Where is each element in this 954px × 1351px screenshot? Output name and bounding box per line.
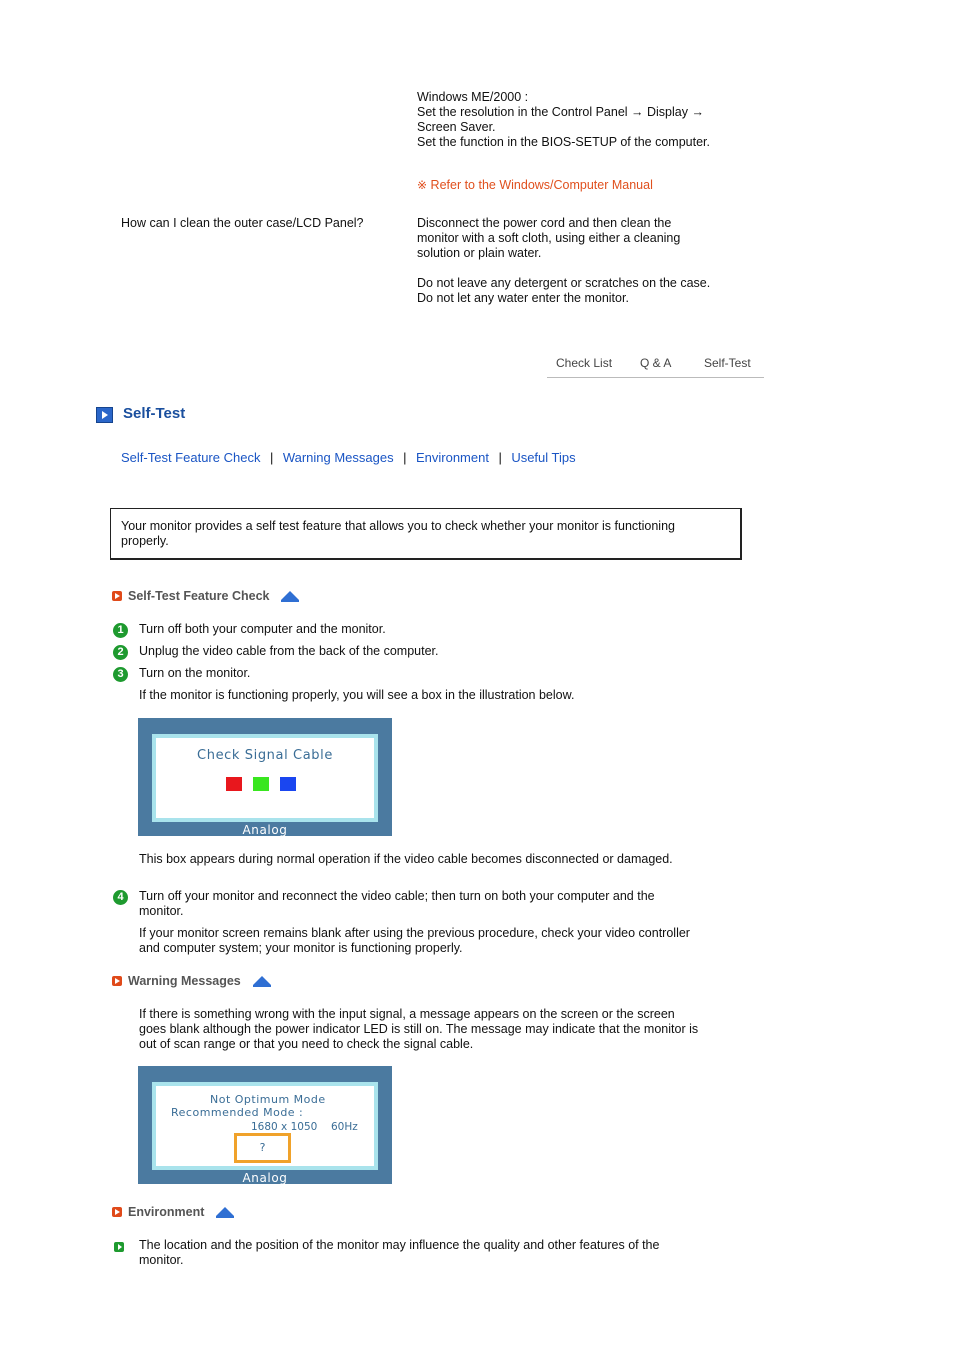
link-warning-messages[interactable]: Warning Messages (282, 450, 394, 465)
red-swatch (226, 777, 242, 791)
windows-answer (417, 90, 747, 150)
environment-line: The location and the position of the monitor may influence the quality and other features of the (139, 1238, 660, 1252)
answer-line: solution or plain water. (417, 246, 542, 260)
step-text-3: Turn on the monitor. (139, 666, 251, 680)
red-arrow-icon (112, 1207, 122, 1217)
step4-note-line: If your monitor screen remains blank after using the previous procedure, check your video controller (139, 926, 690, 940)
osd-footer: Analog (242, 823, 288, 837)
link-self-test-feature-check[interactable]: Self-Test Feature Check (121, 450, 261, 465)
blue-swatch (280, 777, 296, 791)
feature-check-heading: Self-Test Feature Check (128, 589, 270, 603)
faq-answer-clean (417, 216, 747, 306)
step4-line: monitor. (139, 904, 184, 918)
windows-line: Set the function in the BIOS-SETUP of the computer. (417, 135, 710, 149)
osd-resolution: 1680 x 1050 (251, 1121, 318, 1133)
green-swatch (253, 777, 269, 791)
environment-text (139, 1238, 659, 1268)
step4-note-line: and computer system; your monitor is functioning properly. (139, 941, 463, 955)
back-to-top-icon[interactable] (216, 1207, 234, 1216)
osd-screen (152, 734, 378, 822)
back-to-top-icon[interactable] (281, 591, 299, 600)
intro-line: properly. (121, 534, 169, 548)
tab-self-test[interactable]: Self-Test (704, 356, 751, 370)
step-text-1: Turn off both your computer and the monitor. (139, 622, 386, 636)
nav-tabs (547, 356, 764, 378)
warning-line: out of scan range or that you need to check the signal cable. (139, 1037, 474, 1051)
environment-heading: Environment (128, 1205, 205, 1219)
osd-title: Check Signal Cable (197, 748, 333, 763)
step-text-2: Unplug the video cable from the back of the computer. (139, 644, 439, 658)
intro-box (110, 508, 742, 560)
feature-check-heading-row (112, 589, 299, 603)
link-separator: | (403, 450, 407, 465)
step3-note: If the monitor is functioning properly, you will see a box in the illustration below. (139, 688, 575, 702)
osd-line2: Recommended Mode : (171, 1106, 304, 1119)
environment-heading-row (112, 1205, 234, 1219)
link-useful-tips[interactable]: Useful Tips (511, 450, 576, 465)
after-box-text: This box appears during normal operation if the video cable becomes disconnected or damaged. (139, 852, 673, 866)
step-number-3: 3 (113, 666, 128, 682)
tab-qa[interactable]: Q & A (640, 356, 672, 370)
osd-unknown: ? (259, 1141, 266, 1154)
step-text-4 (139, 889, 655, 919)
answer-line: monitor with a soft cloth, using either a cleaning (417, 231, 681, 245)
refer-note (417, 178, 653, 192)
link-separator: | (269, 450, 274, 465)
answer-line: Disconnect the power cord and then clean the (417, 216, 672, 230)
tab-check-list[interactable]: Check List (556, 356, 613, 370)
warning-text (139, 1007, 698, 1052)
back-to-top-icon[interactable] (253, 976, 271, 985)
osd-screen (152, 1082, 378, 1170)
step-number-1: 1 (113, 622, 128, 638)
windows-line: Set the resolution in the Control Panel → Display → (417, 105, 704, 119)
section-title: Self-Test (123, 405, 186, 422)
refer-note-text: Refer to the Windows/Computer Manual (430, 178, 653, 192)
answer-line: Do not leave any detergent or scratches on the case. (417, 276, 711, 290)
section-links (121, 450, 576, 465)
osd-footer: Analog (242, 1171, 288, 1185)
step-number-2: 2 (113, 644, 128, 660)
play-icon (96, 407, 113, 423)
windows-line: Windows ME/2000 : (417, 90, 529, 104)
osd-frequency: 60Hz (331, 1121, 358, 1133)
highlight-box (234, 1133, 291, 1163)
warning-line: goes blank although the power indicator LED is still on. The message may indicate that the monitor is (139, 1022, 699, 1036)
link-environment[interactable]: Environment (415, 450, 489, 465)
green-bullet-icon (114, 1241, 124, 1255)
step4-line: Turn off your monitor and reconnect the video cable; then turn on both your computer and the (139, 889, 655, 903)
not-optimum-illustration (138, 1066, 392, 1184)
warning-line: If there is something wrong with the input signal, a message appears on the screen or the screen (139, 1007, 675, 1021)
note-icon: ※ (417, 178, 428, 192)
link-separator: | (498, 450, 502, 465)
intro-line: Your monitor provides a self test feature that allows you to check whether your monitor is functioning (121, 519, 675, 533)
faq-question-clean: How can I clean the outer case/LCD Panel? (121, 216, 364, 230)
windows-line: Screen Saver. (417, 120, 496, 134)
environment-line: monitor. (139, 1253, 184, 1267)
red-arrow-icon (112, 591, 122, 601)
warning-heading: Warning Messages (128, 974, 241, 988)
warning-heading-row (112, 974, 271, 988)
step4-note (139, 926, 690, 956)
osd-line1: Not Optimum Mode (210, 1093, 326, 1106)
step-number-4: 4 (113, 889, 128, 905)
check-signal-illustration (138, 718, 392, 836)
answer-line: Do not let any water enter the monitor. (417, 291, 629, 305)
red-arrow-icon (112, 976, 122, 986)
